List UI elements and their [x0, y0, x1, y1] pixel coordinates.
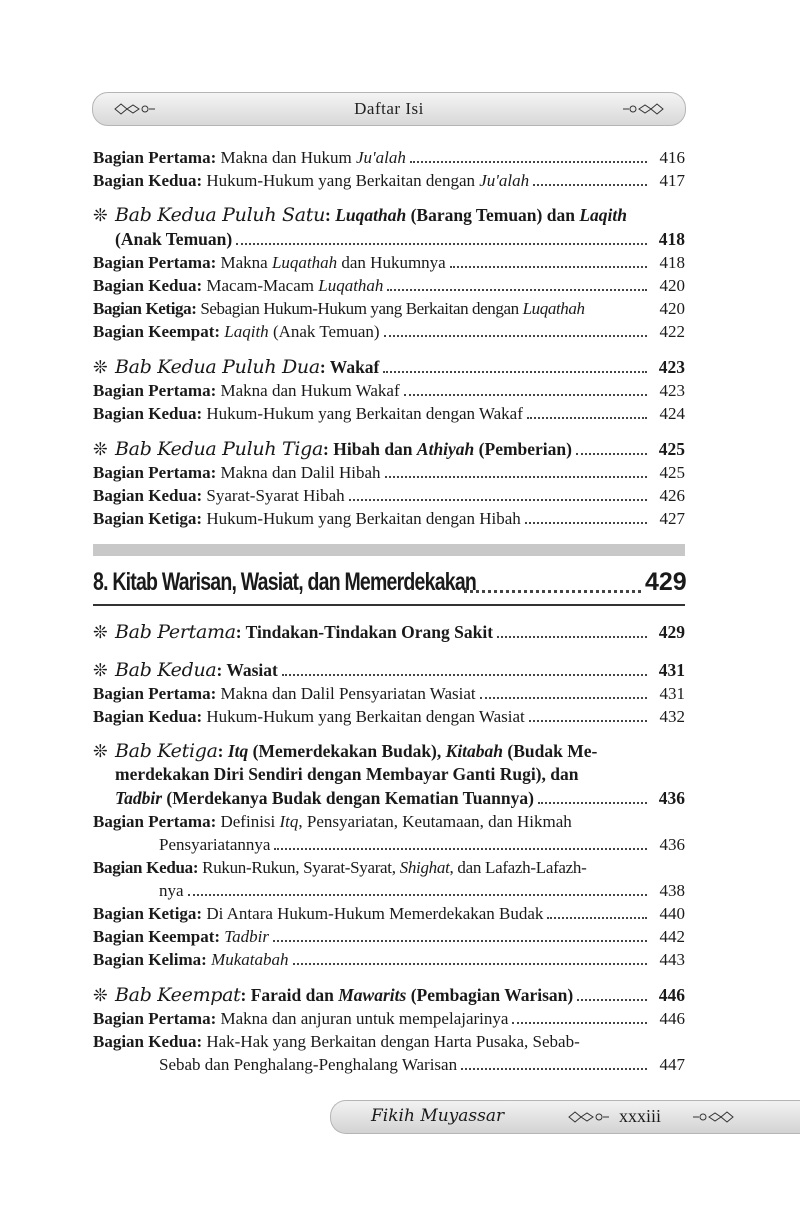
table-of-contents — [93, 146, 685, 1076]
star-bullet-icon: ❊ — [93, 439, 108, 459]
book-title: Fikih Muyassar — [371, 1106, 505, 1126]
toc-entry[interactable]: Bagian Kedua: Hak-Hak yang Berkaitan dengan Harta Pusaka, Sebab- Sebab dan Penghalang-Penghalang Warisan 447 — [93, 1032, 685, 1074]
toc-entry[interactable]: Bagian Kelima: Mukatabah 443 — [93, 950, 685, 969]
ornament-icon — [567, 1110, 611, 1124]
page-number: 436 — [659, 835, 685, 854]
page-number: 431 — [658, 660, 685, 680]
star-bullet-icon: ❊ — [93, 985, 108, 1005]
page-number: 436 — [658, 788, 685, 808]
star-bullet-icon: ❊ — [93, 622, 108, 642]
running-footer — [330, 1100, 800, 1134]
star-bullet-icon: ❊ — [93, 660, 108, 680]
page-number: 423 — [658, 357, 685, 377]
page-number: 429 — [645, 568, 687, 596]
page-number: 429 — [658, 622, 685, 642]
page-number: 426 — [659, 486, 685, 505]
page-number: 423 — [659, 381, 685, 400]
toc-entry[interactable]: Bagian Kedua: Syarat-Syarat Hibah 426 — [93, 486, 685, 505]
page-number: 420 — [659, 276, 685, 295]
toc-entry[interactable]: Bagian Pertama: Makna dan anjuran untuk mempelajarinya 446 — [93, 1009, 685, 1028]
toc-entry[interactable]: Bagian Ketiga: Sebagian Hukum-Hukum yang Berkaitan dengan Luqathah 420 — [93, 299, 685, 318]
star-bullet-icon: ❊ — [93, 205, 108, 225]
page-number: 425 — [658, 439, 685, 459]
chapter-entry[interactable]: ❊ Bab Keempat: Faraid dan Mawarits (Pembagian Warisan) 446 — [93, 984, 685, 1006]
page-number: 447 — [659, 1055, 685, 1074]
page-number: 425 — [659, 463, 685, 482]
section-title: 8. Kitab Warisan, Wasiat, dan Memerdekakan — [93, 568, 477, 596]
page-number: 446 — [659, 1009, 685, 1028]
toc-entry[interactable]: Bagian Ketiga: Di Antara Hukum-Hukum Memerdekakan Budak 440 — [93, 904, 685, 923]
page-number: 416 — [659, 148, 685, 167]
chapter-entry[interactable]: ❊ Bab Kedua Puluh Satu: Luqathah (Barang Temuan) dan Laqith (Anak Temuan) 418 — [93, 204, 685, 249]
page-number: 418 — [659, 253, 685, 272]
section-divider — [93, 544, 685, 556]
toc-entry[interactable]: Bagian Pertama: Definisi Itq, Pensyariatan, Keutamaan, dan Hikmah Pensyariatannya 436 — [93, 812, 685, 854]
page-number: 446 — [658, 985, 685, 1005]
page-number: 418 — [658, 229, 685, 249]
toc-entry[interactable]: Bagian Pertama: Makna dan Hukum Ju'alah 416 — [93, 148, 685, 167]
page-number: 431 — [659, 684, 685, 703]
chapter-entry[interactable]: ❊ Bab Kedua Puluh Tiga: Hibah dan Athiyah (Pemberian) 425 — [93, 438, 685, 460]
page-number: 427 — [659, 509, 685, 528]
chapter-entry[interactable]: ❊ Bab Ketiga: Itq (Memerdekakan Budak), Kitabah (Budak Me- merdekakan Diri Sendiri dengan Membayar Ganti Rugi), dan Tadbir (Merdekanya Budak dengan Kematian Tuannya) 436 — [93, 740, 685, 808]
chapter-entry[interactable]: ❊ Bab Kedua: Wasiat 431 — [93, 659, 685, 681]
running-header — [92, 92, 686, 126]
ornament-icon — [691, 1110, 735, 1124]
toc-entry[interactable]: Bagian Kedua: Hukum-Hukum yang Berkaitan dengan Ju'alah 417 — [93, 171, 685, 190]
page-number: 438 — [659, 881, 685, 900]
page-number: 432 — [659, 707, 685, 726]
page-number: 422 — [659, 322, 685, 341]
toc-entry[interactable]: Bagian Kedua: Rukun-Rukun, Syarat-Syarat, Shighat, dan Lafazh-Lafazh- nya 438 — [93, 858, 685, 900]
toc-entry[interactable]: Bagian Ketiga: Hukum-Hukum yang Berkaitan dengan Hibah 427 — [93, 509, 685, 528]
toc-entry[interactable]: Bagian Keempat: Tadbir 442 — [93, 927, 685, 946]
chapter-entry[interactable]: ❊ Bab Kedua Puluh Dua: Wakaf 423 — [93, 356, 685, 378]
chapter-entry[interactable]: ❊ Bab Pertama: Tindakan-Tindakan Orang Sakit 429 — [93, 621, 685, 643]
toc-entry[interactable]: Bagian Pertama: Makna dan Dalil Pensyariatan Wasiat 431 — [93, 684, 685, 703]
page-number: 443 — [659, 950, 685, 969]
toc-entry[interactable]: Bagian Pertama: Makna Luqathah dan Hukumnya 418 — [93, 253, 685, 272]
section-underline — [93, 604, 685, 606]
toc-entry[interactable]: Bagian Keempat: Laqith (Anak Temuan) 422 — [93, 322, 685, 341]
toc-entry[interactable]: Bagian Kedua: Hukum-Hukum yang Berkaitan dengan Wakaf 424 — [93, 404, 685, 423]
star-bullet-icon: ❊ — [93, 741, 108, 761]
toc-entry[interactable]: Bagian Kedua: Macam-Macam Luqathah 420 — [93, 276, 685, 295]
page-number: 420 — [659, 299, 685, 318]
toc-entry[interactable]: Bagian Pertama: Makna dan Dalil Hibah 425 — [93, 463, 685, 482]
ornament-icon — [621, 102, 665, 116]
page-number: 424 — [659, 404, 685, 423]
toc-entry[interactable]: Bagian Pertama: Makna dan Hukum Wakaf 423 — [93, 381, 685, 400]
header-title: Daftar Isi — [354, 99, 424, 118]
star-bullet-icon: ❊ — [93, 357, 108, 377]
page-number: 442 — [659, 927, 685, 946]
page-number: 417 — [659, 171, 685, 190]
page-number: 440 — [659, 904, 685, 923]
toc-entry[interactable]: Bagian Kedua: Hukum-Hukum yang Berkaitan dengan Wasiat 432 — [93, 707, 685, 726]
page-number-roman: xxxiii — [619, 1106, 662, 1126]
section-entry[interactable] — [93, 562, 685, 606]
